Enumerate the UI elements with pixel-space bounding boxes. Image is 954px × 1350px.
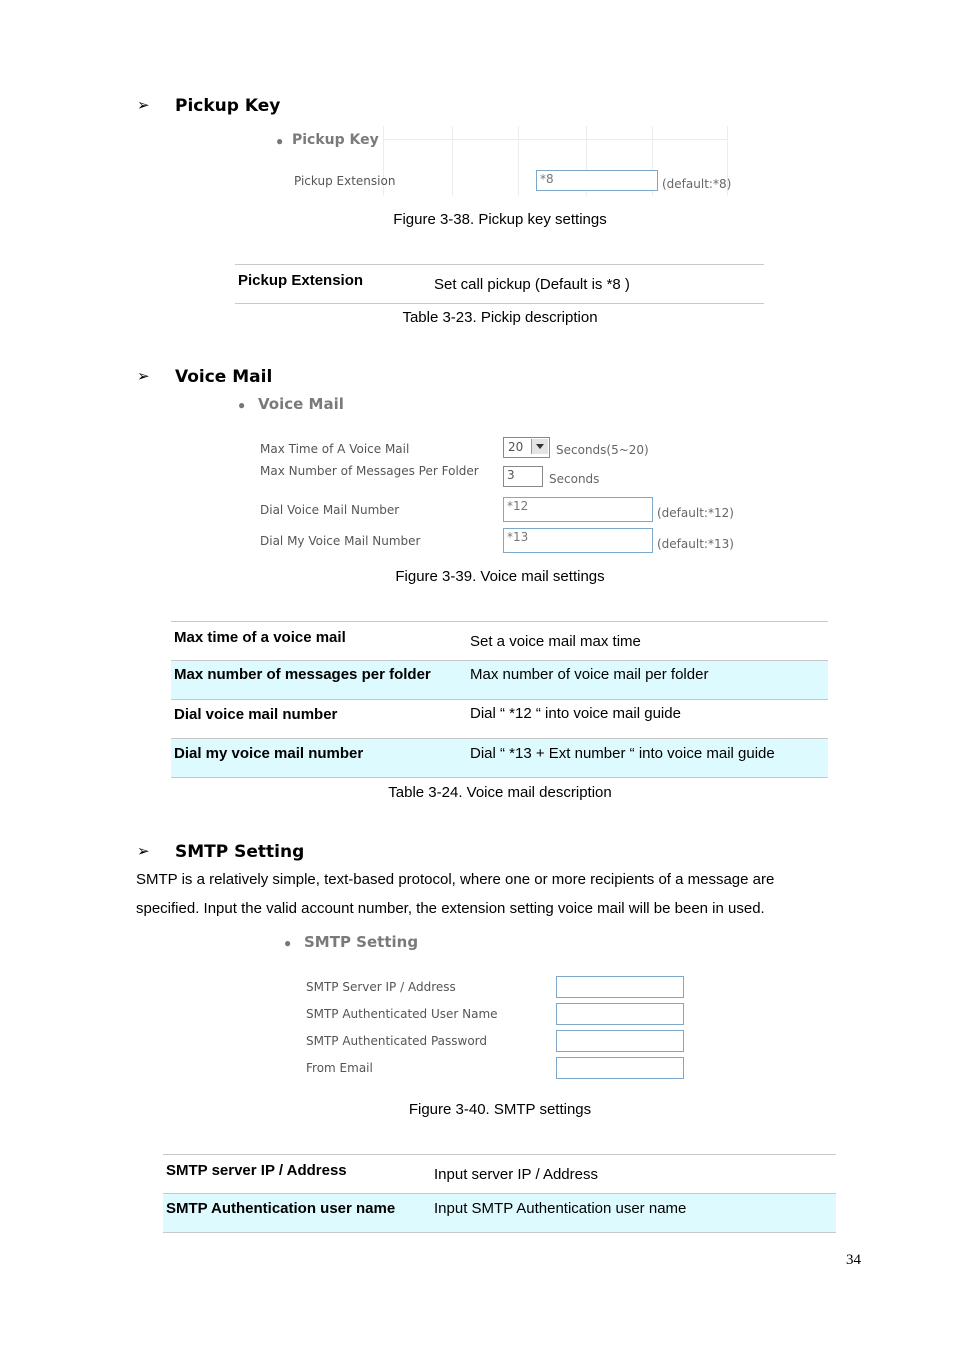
table-desc: Max number of voice mail per folder: [467, 661, 828, 700]
smtp-server-label: SMTP Server IP / Address: [306, 980, 456, 994]
grid-line: [452, 126, 453, 196]
grid-line: [383, 139, 728, 140]
table-key: SMTP Authentication user name: [163, 1194, 431, 1233]
max-time-label: Max Time of A Voice Mail: [260, 442, 410, 456]
chevron-down-icon: [531, 439, 548, 454]
table-row: [171, 622, 828, 661]
section-heading-voicemail: Voice Mail: [175, 367, 273, 387]
table-key: Max time of a voice mail: [171, 622, 467, 661]
smtp-figure: [282, 930, 702, 1085]
max-time-unit: Seconds(5~20): [556, 443, 649, 457]
pickup-figure: [270, 126, 740, 201]
default-note: (default:*8): [662, 177, 732, 191]
figure-title: Voice Mail: [258, 395, 344, 413]
table-key: SMTP server IP / Address: [163, 1155, 431, 1194]
figure-caption: Figure 3-38. Pickup key settings: [393, 211, 607, 228]
max-messages-input[interactable]: 3: [503, 466, 543, 487]
pickup-desc-table: [235, 264, 764, 304]
grid-line: [518, 126, 519, 196]
figure-caption: Figure 3-39. Voice mail settings: [395, 568, 605, 585]
arrow-bullet-icon: ➢: [137, 368, 150, 385]
table-row: [163, 1194, 836, 1233]
table-desc: Dial “ *13 + Ext number “ into voice mail guide: [467, 739, 828, 778]
table-row: [171, 661, 828, 700]
dot-bullet-icon: ●: [284, 936, 292, 950]
page-number: 34: [846, 1252, 861, 1268]
max-messages-label: Max Number of Messages Per Folder: [260, 464, 479, 478]
table-desc: Set a voice mail max time: [467, 622, 828, 661]
smtp-password-input[interactable]: [556, 1030, 684, 1052]
table-row: [163, 1155, 836, 1194]
table-key: Pickup Extension: [235, 265, 431, 304]
dial-my-voicemail-default: (default:*13): [657, 537, 734, 551]
smtp-server-input[interactable]: [556, 976, 684, 998]
table-row: [235, 265, 764, 304]
dial-my-voicemail-label: Dial My Voice Mail Number: [260, 534, 421, 548]
voicemail-figure: [236, 392, 756, 562]
figure-title: Pickup Key: [292, 132, 379, 148]
dial-voicemail-default: (default:*12): [657, 506, 734, 520]
max-time-value: 20: [508, 440, 524, 454]
arrow-bullet-icon: ➢: [137, 843, 150, 860]
table-desc: Input SMTP Authentication user name: [431, 1194, 836, 1233]
table-caption: Table 3-23. Pickip description: [402, 309, 598, 326]
table-key: Max number of messages per folder: [171, 661, 467, 700]
dot-bullet-icon: ●: [238, 398, 246, 412]
smtp-user-input[interactable]: [556, 1003, 684, 1025]
arrow-bullet-icon: ➢: [137, 97, 150, 114]
from-email-input[interactable]: [556, 1057, 684, 1079]
smtp-desc-table: [163, 1154, 836, 1233]
section-heading-smtp: SMTP Setting: [175, 842, 305, 862]
smtp-user-label: SMTP Authenticated User Name: [306, 1007, 498, 1021]
table-row: [171, 700, 828, 739]
smtp-paragraph: SMTP is a relatively simple, text-based protocol, where one or more recipients of a message are specified. Input the valid account number, the extension setting voice mail will be been in used.: [136, 871, 775, 917]
dial-voicemail-input[interactable]: *12: [503, 497, 653, 522]
table-row: [171, 739, 828, 778]
table-key: Dial voice mail number: [171, 700, 467, 739]
table-key: Dial my voice mail number: [171, 739, 467, 778]
section-heading-pickup: Pickup Key: [175, 96, 281, 116]
table-caption: Table 3-24. Voice mail description: [388, 784, 612, 801]
dial-voicemail-label: Dial Voice Mail Number: [260, 503, 400, 517]
pickup-extension-label: Pickup Extension: [294, 174, 396, 188]
max-messages-unit: Seconds: [549, 472, 600, 486]
figure-caption: Figure 3-40. SMTP settings: [408, 1101, 592, 1118]
max-time-select[interactable]: [503, 437, 550, 458]
voicemail-desc-table: [171, 621, 828, 778]
table-desc: Set call pickup (Default is *8 ): [431, 265, 764, 304]
table-desc: Input server IP / Address: [431, 1155, 836, 1194]
table-desc: Dial “ *12 “ into voice mail guide: [467, 700, 828, 739]
from-email-label: From Email: [306, 1061, 373, 1075]
dot-bullet-icon: ●: [276, 134, 284, 148]
smtp-password-label: SMTP Authenticated Password: [306, 1034, 488, 1048]
figure-title: SMTP Setting: [304, 933, 419, 951]
dial-my-voicemail-input[interactable]: *13: [503, 528, 653, 553]
pickup-extension-input[interactable]: *8: [536, 170, 658, 191]
